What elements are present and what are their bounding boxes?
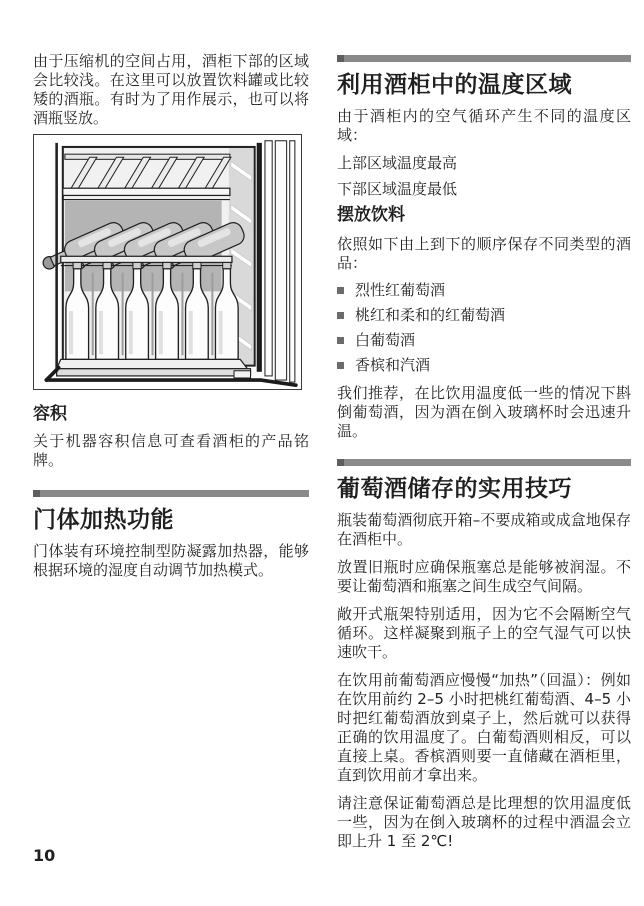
left-column xyxy=(33,46,309,580)
page-number: 10 xyxy=(33,846,56,865)
wine-cabinet-illustration xyxy=(36,140,299,387)
placing-drinks-heading: 摆放饮料 xyxy=(337,205,405,225)
placing-drinks-intro: 依照如下由上到下的顺序保存不同类型的酒品： xyxy=(337,235,631,272)
list-item-label: 白葡萄酒 xyxy=(355,331,416,349)
compressor-intro-paragraph: 由于压缩机的空间占用，酒柜下部的区域会比较浅。在这里可以放置饮料罐或比较矮的酒瓶。有时为了用作展示，也可以将酒瓶竖放。 xyxy=(33,52,309,127)
list-item xyxy=(337,281,631,300)
list-item xyxy=(337,306,631,325)
section-divider-cap xyxy=(337,55,344,62)
list-item-label: 烈性红葡萄酒 xyxy=(355,281,446,299)
list-item-label: 香槟和汽酒 xyxy=(355,356,431,374)
temperature-zones-heading: 利用酒柜中的温度区域 xyxy=(337,72,572,98)
wine-cabinet-figure xyxy=(33,134,302,390)
zone-bottom-line: 下部区域温度最低 xyxy=(337,180,458,198)
storage-tip-paragraph: 敞开式瓶架特别适用，因为它不会隔断空气循环。这样凝聚到瓶子上的空气湿气可以快速吹干。 xyxy=(337,605,631,661)
storage-tip-paragraph: 请注意保证葡萄酒总是比理想的饮用温度低一些，因为在倒入玻璃杯的过程中酒温会立即上升 1 至 2℃! xyxy=(337,794,631,850)
temperature-zones-intro: 由于酒柜内的空气循环产生不同的温度区域： xyxy=(337,107,631,144)
list-item xyxy=(337,356,631,375)
storage-tips-heading: 葡萄酒储存的实用技巧 xyxy=(337,476,572,502)
storage-tip-paragraph: 放置旧瓶时应确保瓶塞总是能够被润湿。不要让葡萄酒和瓶塞之间生成空气间隔。 xyxy=(337,558,631,595)
right-column xyxy=(337,46,631,851)
drink-order-list xyxy=(337,281,631,375)
section-divider-bar xyxy=(33,490,309,497)
square-bullet-icon xyxy=(337,287,344,294)
capacity-heading: 容积 xyxy=(33,404,67,424)
square-bullet-icon xyxy=(337,312,344,319)
zone-top-line: 上部区域温度最高 xyxy=(337,154,458,172)
storage-tip-paragraph: 瓶装葡萄酒彻底开箱–不要成箱或成盒地保存在酒柜中。 xyxy=(337,511,631,548)
storage-tip-paragraph: 在饮用前葡萄酒应慢慢“加热”（回温）：例如在饮用前约 2–5 小时把桃红葡萄酒、4–5 小时把红葡萄酒放到桌子上，然后就可以获得正确的饮用温度了。白葡萄酒则相反，可以直接上桌。香槟酒则要一直储藏在酒柜里，直到饮用前才拿出来。 xyxy=(337,671,631,784)
section-divider-bar xyxy=(337,55,631,62)
list-item xyxy=(337,331,631,350)
section-divider-bar xyxy=(337,459,631,466)
door-heating-heading: 门体加热功能 xyxy=(33,507,174,533)
square-bullet-icon xyxy=(337,362,344,369)
pouring-recommendation-paragraph: 我们推荐，在比饮用温度低一些的情况下斟倒葡萄酒，因为酒在倒入玻璃杯时会迅速升温。 xyxy=(337,384,631,440)
door-heating-paragraph: 门体装有环境控制型防凝露加热器，能够根据环境的湿度自动调节加热模式。 xyxy=(33,542,309,579)
capacity-paragraph: 关于机器容积信息可查看酒柜的产品铭牌。 xyxy=(33,432,309,469)
square-bullet-icon xyxy=(337,337,344,344)
section-divider-cap xyxy=(33,490,40,497)
list-item-label: 桃红和柔和的红葡萄酒 xyxy=(355,306,506,324)
section-divider-cap xyxy=(337,459,344,466)
